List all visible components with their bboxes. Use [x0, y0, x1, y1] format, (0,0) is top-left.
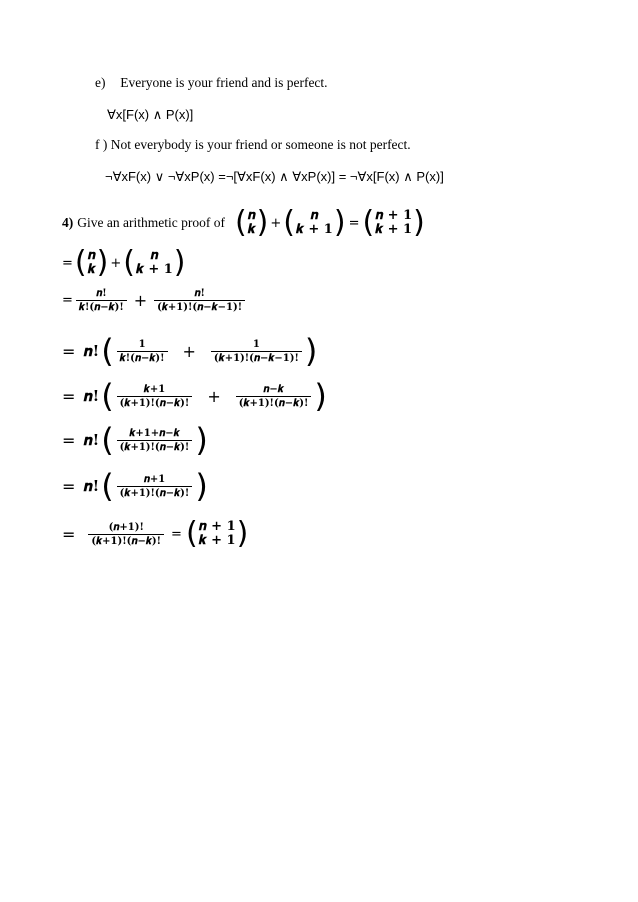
step-4: = 𝒏! ( $\frac{\text{𝒌+𝟏}}{\text{(𝒌+𝟏)!(𝒏−𝒌)!}}$ + $\frac{\text{𝒏−𝒌}}{\text{(𝒌+𝟏)!(𝒏−𝒌)!}}$ )	[62, 377, 327, 415]
part-f-text: Not everybody is your friend or someone is not perfect.	[110, 137, 411, 152]
question-prompt: Give an arithmetic proof of	[77, 215, 225, 230]
part-e-statement	[95, 75, 328, 91]
step-7: = $\frac{\text{(𝒏+𝟏)!}}{\text{(𝒌+𝟏)!(𝒏−𝒌)!}}$ = ( 𝒏 + 𝟏 𝒌 + 𝟏 )	[62, 516, 249, 551]
step-6: = 𝒏! ( $\frac{\text{𝒏+𝟏}}{\text{(𝒌+𝟏)!(𝒏−𝒌)!}}$ )	[62, 467, 208, 505]
part-e-formula: ∀x[F(x) ∧ P(x)]	[107, 107, 194, 122]
question-number: 4)	[62, 215, 74, 230]
step-1: = ( 𝒏 𝒌 ) + ( 𝒏 𝒌 + 𝟏 )	[62, 245, 186, 280]
part-f-statement	[95, 137, 411, 153]
binom-n-k-plus-1: ( 𝒏 𝒌 + 𝟏 )	[283, 205, 346, 240]
step-3: = 𝒏! ( $\frac{𝟏}{\text{𝒌!(𝒏−𝒌)!}}$ + $\frac{𝟏}{\text{(𝒌+𝟏)!(𝒏−𝒌−𝟏)!}}$ )	[62, 332, 318, 370]
step-2: = $\frac{\text{𝒏!}}{\text{𝒌!(𝒏−𝒌)!}}$ + $\frac{\text{𝒏!}}{\text{(𝒌+𝟏)!(𝒏−𝒌−𝟏)!}}$	[62, 288, 248, 313]
part-f-formula: ¬∀xF(x) ∨ ¬∀xP(x) =¬[∀xF(x) ∧ ∀xP(x)] = ¬∀x[F(x) ∧ P(x)]	[105, 169, 444, 184]
part-f-label: f )	[95, 137, 108, 152]
part-e-text: Everyone is your friend and is perfect.	[120, 75, 328, 90]
question-4: 4) Give an arithmetic proof of ( 𝒏 𝒌 ) + ( 𝒏 𝒌 + 𝟏 ) = ( 𝒏 + 𝟏 𝒌 + 𝟏 )	[62, 205, 425, 240]
binom-n-plus-1-k-plus-1: ( 𝒏 + 𝟏 𝒌 + 𝟏 )	[362, 205, 425, 240]
step-5: = 𝒏! ( $\frac{\text{𝒌+𝟏+𝒏−𝒌}}{\text{(𝒌+𝟏)!(𝒏−𝒌)!}}$ )	[62, 421, 208, 459]
binom-n-k: ( 𝒏 𝒌 )	[234, 205, 269, 240]
part-e-label: e)	[95, 75, 106, 90]
